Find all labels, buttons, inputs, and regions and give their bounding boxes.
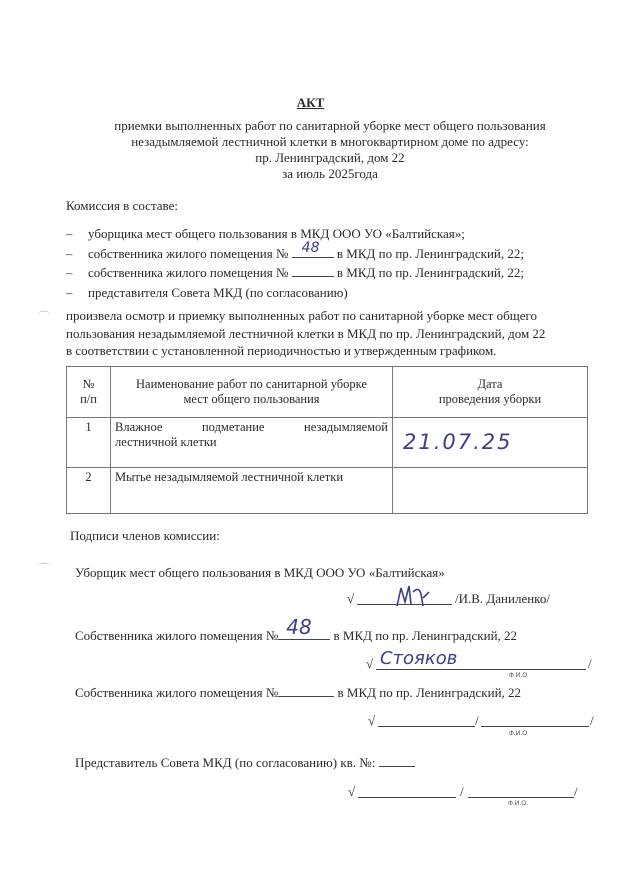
commission-item: – уборщика мест общего пользования в МКД ООО УО «Балтийская»; <box>66 226 465 241</box>
representative-row: Представитель Совета МКД (по согласованию) кв. №: <box>75 754 415 771</box>
signature-line <box>376 669 586 670</box>
row-date <box>393 468 588 514</box>
col-header-name: Наименование работ по санитарной уборке мест общего пользования <box>111 367 393 418</box>
table-row <box>67 468 588 514</box>
owner1-row: Собственника жилого помещения № 48 в МКД по пр. Ленинградский, 22 <box>75 615 518 643</box>
apartment-blank <box>278 615 330 640</box>
slash: / <box>574 784 578 799</box>
handwritten-date: 21.07.25 <box>403 430 513 454</box>
row-number: 1 <box>67 418 111 468</box>
scan-mark: ⌒ <box>38 562 51 576</box>
commission-list <box>66 224 524 302</box>
col-header-num: № п/п <box>67 367 111 418</box>
slash: / <box>475 713 479 728</box>
slash: / <box>588 656 592 671</box>
name-line <box>481 726 589 727</box>
act-subtitle <box>60 118 600 182</box>
cleaner-name: /И.В. Даниленко/ <box>455 591 550 606</box>
owner1-signature: Стояков <box>380 648 458 669</box>
apartment-blank <box>292 264 334 277</box>
fio-label: Ф.И.О <box>509 730 528 737</box>
row-work-name: Влажное подметание незадымляемой лестничной клетки <box>111 418 393 468</box>
check-mark: √ <box>347 591 355 606</box>
handwritten-apartment-number: 48 <box>286 615 312 639</box>
subtitle-line: за июль 2025года <box>282 166 378 181</box>
row-date <box>393 418 588 468</box>
apartment-blank <box>379 754 415 767</box>
signature-line <box>358 797 456 798</box>
act-title: АКТ <box>296 95 325 110</box>
subtitle-line: незадымляемой лестничной клетки в многоквартирном доме по адресу: <box>131 134 529 149</box>
row-work-name: Мытье незадымляемой лестничной клетки <box>111 468 393 514</box>
check-mark: √ <box>368 713 376 728</box>
signatures-heading: Подписи членов комиссии: <box>70 528 220 543</box>
col-header-date: Дата проведения уборки <box>393 367 588 418</box>
row-number: 2 <box>67 468 111 514</box>
cleaner-signature <box>393 584 433 610</box>
commission-item: – собственника жилого помещения № в МКД по пр. Ленинградский, 22; <box>66 265 525 280</box>
slash: / <box>460 784 464 799</box>
signature-line <box>378 726 475 727</box>
cleaner-label: Уборщик мест общего пользования в МКД ООО УО «Балтийская» <box>75 565 445 580</box>
check-mark: √ <box>348 784 356 799</box>
subtitle-line: приемки выполненных работ по санитарной уборке мест общего пользования <box>114 118 546 133</box>
subtitle-line: пр. Ленинградский, дом 22 <box>255 150 405 165</box>
apartment-blank <box>278 684 334 697</box>
fio-label: Ф.И.О <box>509 672 528 679</box>
works-table <box>66 366 588 514</box>
slash: / <box>590 713 594 728</box>
apartment-blank <box>292 239 334 258</box>
scan-mark: ⌒ <box>38 310 51 324</box>
owner2-row: Собственника жилого помещения № в МКД по пр. Ленинградский, 22 <box>75 685 522 700</box>
table-header-row <box>67 367 588 418</box>
inspection-paragraph: произвела осмотр и приемку выполненных работ по санитарной уборке мест общего пользования незадымляемой лестничной клетки в МКД по пр. Ленинградский, дом 22 в соответствии с установленной периодичностью и утвержденным графиком. <box>66 308 546 358</box>
commission-item: – представителя Совета МКД (по согласованию) <box>66 284 348 300</box>
commission-heading: Комиссия в составе: <box>66 198 178 213</box>
handwritten-apartment-number: 48 <box>301 239 320 256</box>
commission-item: – собственника жилого помещения № 48 в МКД по пр. Ленинградский, 22; <box>66 239 525 261</box>
table-row <box>67 418 588 468</box>
name-line <box>468 797 574 798</box>
check-mark: √ <box>366 656 374 671</box>
fio-label: Ф.И.О. <box>508 800 529 807</box>
